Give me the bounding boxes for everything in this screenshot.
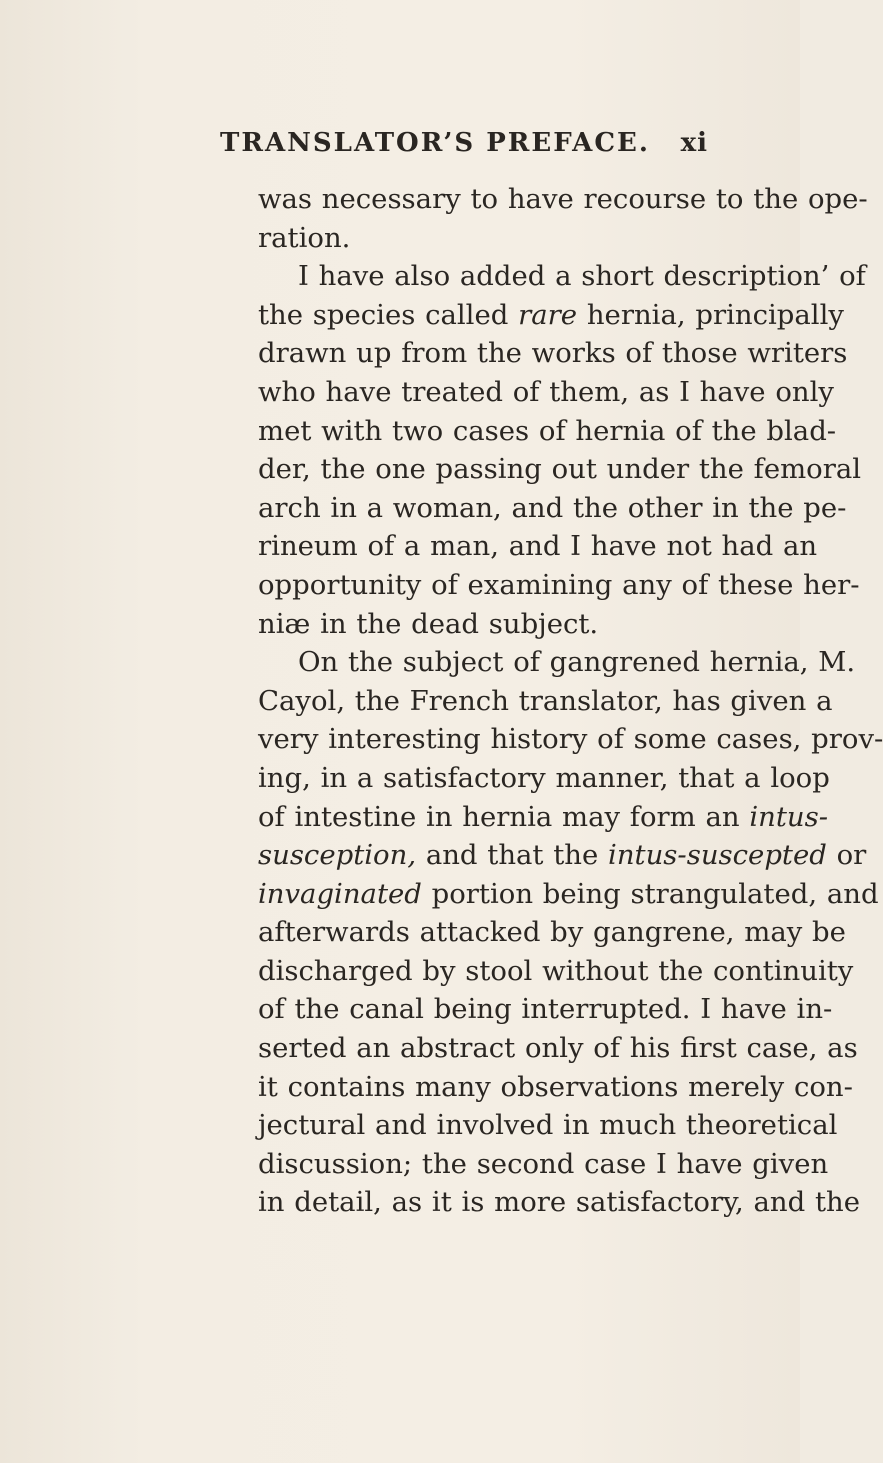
italic-term: intus- bbox=[749, 800, 829, 833]
text-line: very interesting history of some cases, prov- bbox=[258, 723, 883, 756]
text-line bbox=[258, 798, 829, 837]
text-line: serted an abstract only of his first case, as bbox=[258, 1032, 858, 1065]
text-line: who have treated of them, as I have only bbox=[258, 375, 834, 408]
text-line: Cayol, the French translator, has given a bbox=[258, 684, 833, 717]
text-line: On the subject of gangrened hernia, M. bbox=[298, 646, 856, 679]
text-line: was necessary to have recourse to the ope- bbox=[258, 183, 868, 215]
page-number: xi bbox=[680, 128, 708, 158]
text-line: ing, in a satisfactory manner, that a loop bbox=[258, 761, 830, 794]
italic-term: rare bbox=[518, 298, 578, 331]
italic-term: susception, bbox=[258, 839, 417, 872]
text-line: jectural and involved in much theoretical bbox=[258, 1109, 838, 1142]
text-line: met with two cases of hernia of the blad- bbox=[258, 414, 837, 447]
text-line: niæ in the dead subject. bbox=[258, 607, 599, 640]
text-line: rineum of a man, and I have not had an bbox=[258, 530, 818, 563]
running-title: TRANSLATOR’S PREFACE. bbox=[220, 128, 650, 158]
text-line: I have also added a short description’ of bbox=[298, 260, 866, 293]
text-line: afterwards attacked by gangrene, may be bbox=[258, 916, 846, 949]
text-line: discussion; the second case I have given bbox=[258, 1147, 829, 1180]
text-line: opportunity of examining any of these her- bbox=[258, 568, 860, 601]
text-line: arch in a woman, and the other in the pe- bbox=[258, 491, 847, 524]
italic-term: intus-suscepted bbox=[608, 839, 827, 872]
page-header bbox=[0, 128, 800, 168]
text-line bbox=[258, 296, 844, 335]
text-segment: portion being strangulated, and bbox=[431, 877, 879, 910]
text-line: ration. bbox=[258, 221, 351, 254]
text-line: discharged by stool without the continuity bbox=[258, 954, 854, 987]
text-segment: of intestine in hernia may form an bbox=[258, 800, 740, 833]
text-segment: the species called bbox=[258, 298, 509, 331]
text-segment: and that the bbox=[425, 839, 599, 872]
text-segment: hernia, principally bbox=[586, 298, 844, 331]
text-line: der, the one passing out under the femoral bbox=[258, 453, 862, 486]
body-text bbox=[258, 180, 883, 1222]
text-line bbox=[258, 836, 867, 875]
text-line: in detail, as it is more satisfactory, and the bbox=[258, 1186, 860, 1219]
italic-term: invaginated bbox=[258, 877, 422, 910]
text-line: drawn up from the works of those writers bbox=[258, 337, 848, 370]
text-line: it contains many observations merely con- bbox=[258, 1070, 853, 1103]
text-line bbox=[258, 875, 879, 914]
text-line: of the canal being interrupted. I have in- bbox=[258, 993, 833, 1026]
text-segment: or bbox=[836, 839, 867, 872]
